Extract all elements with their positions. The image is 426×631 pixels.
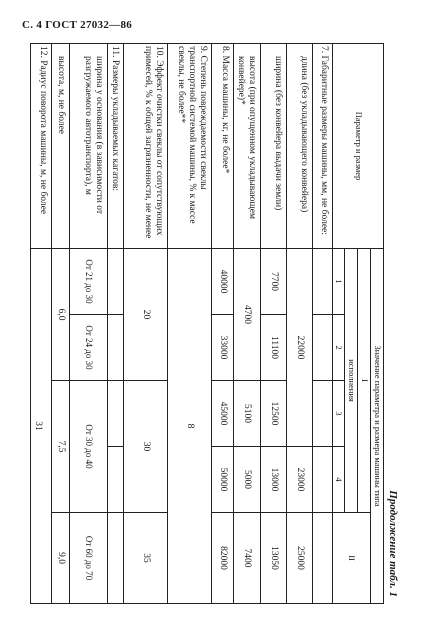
type1-header: I <box>358 249 371 513</box>
table-row <box>69 44 107 604</box>
value-cell: 7700 <box>260 249 286 315</box>
value-cell: 40000 <box>211 249 233 315</box>
value-cell: 5100 <box>233 381 260 447</box>
value-cell: 12500 <box>260 381 286 447</box>
value-cell: 25000 <box>286 513 312 604</box>
value-cell: 13050 <box>260 513 286 604</box>
page-header: С. 4 ГОСТ 27032—86 <box>22 19 133 31</box>
value-cell: 30 <box>123 381 167 513</box>
exec4-header: 4 <box>332 447 345 513</box>
value-cell: 22000 <box>286 249 312 447</box>
param-cell: 11. Размеры укладываемых кагатов: <box>107 44 123 249</box>
value-cell: 23000 <box>286 447 312 513</box>
exec-header: исполнения <box>345 249 358 513</box>
value-cell: 8 <box>167 249 211 604</box>
table-caption: Продолжение табл. 1 <box>387 490 399 597</box>
value-cell: 31 <box>30 249 51 604</box>
param-cell: ширина у основания (в зависимости от разгружаемого автотранспорта), м <box>69 44 107 249</box>
rotated-table-area <box>17 43 403 603</box>
value-cell: 20 <box>123 249 167 381</box>
value-cell: 5000 <box>233 447 260 513</box>
header-row-1 <box>371 44 384 604</box>
table-row <box>211 44 233 604</box>
value-cell: 50000 <box>211 447 233 513</box>
value-cell: 33000 <box>211 315 233 381</box>
param-cell: ширина (без конвейера выдачи земли) <box>260 44 286 249</box>
value-cell: 35 <box>123 513 167 604</box>
type2-header: II <box>332 513 370 604</box>
param-cell: 10. Эффект очистки свеклы от сопутствующих примесей, % к общей загрязненности, не менее <box>123 44 167 249</box>
value-cell: От 30 до 40 <box>69 381 107 513</box>
value-cell: 7,5 <box>51 381 69 513</box>
param-cell: высота (при опущенном укладывающем конвейере)* <box>233 44 260 249</box>
value-cell: 82000 <box>211 513 233 604</box>
param-cell: 8. Масса машины, кг, не более* <box>211 44 233 249</box>
value-cell: От 60 до 70 <box>69 513 107 604</box>
value-cell: 11100 <box>260 315 286 381</box>
param-cell: длина (без укладывающего конвейера) <box>286 44 312 249</box>
table-row <box>123 44 167 604</box>
parameter-table <box>30 43 384 604</box>
value-cell: 4700 <box>233 249 260 381</box>
value-cell: 13000 <box>260 447 286 513</box>
table-row <box>30 44 51 604</box>
table-row <box>312 44 332 604</box>
value-cell: 9,0 <box>51 513 69 604</box>
param-cell: 12. Радиус поворота машины, м, не более <box>30 44 51 249</box>
table-row <box>107 44 123 604</box>
group-header: Значение параметра и размера машины типа <box>371 249 384 604</box>
value-cell: 6,0 <box>51 249 69 381</box>
value-cell: От 21 до 30 <box>69 249 107 315</box>
value-cell: 7400 <box>233 513 260 604</box>
table-row <box>51 44 69 604</box>
table-row <box>260 44 286 604</box>
param-header: Параметр и размер <box>332 44 383 249</box>
value-cell: 45000 <box>211 381 233 447</box>
exec3-header: 3 <box>332 381 345 447</box>
exec1-header: 1 <box>332 249 345 315</box>
param-cell: 9. Степень повреждаемости свеклы транспортной системой машины, % к массе свеклы, не более** <box>167 44 211 249</box>
param-cell: высота, м, не более <box>51 44 69 249</box>
value-cell: От 24 до 30 <box>69 315 107 381</box>
table-row <box>286 44 312 604</box>
table-row <box>233 44 260 604</box>
table-row <box>167 44 211 604</box>
exec2-header: 2 <box>332 315 345 381</box>
param-cell: 7. Габаритные размеры машины, мм, не более: <box>312 44 332 249</box>
